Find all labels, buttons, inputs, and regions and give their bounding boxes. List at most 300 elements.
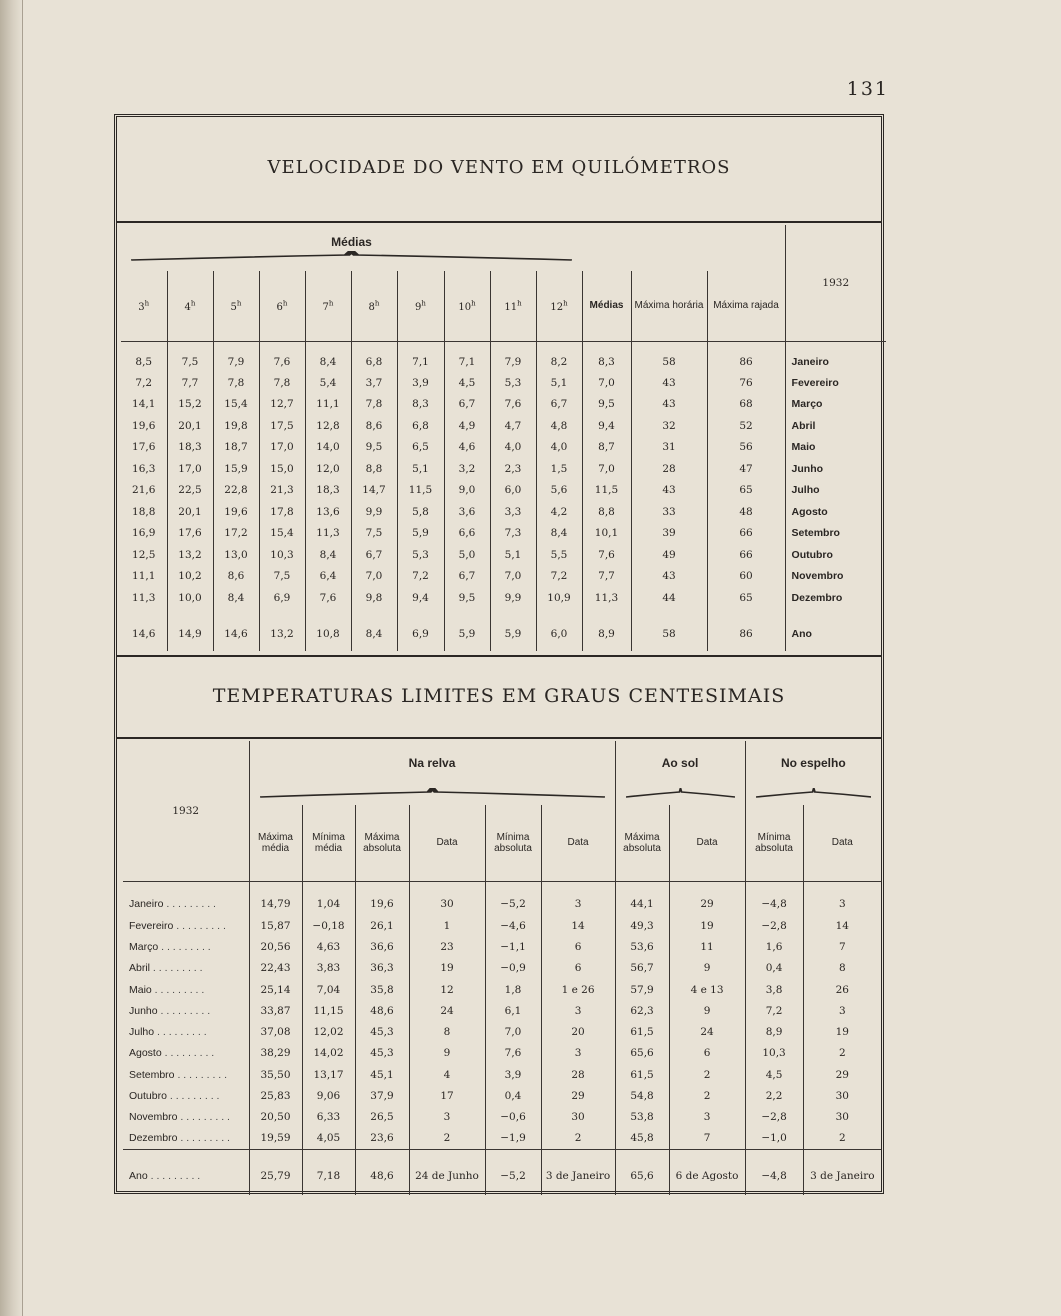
temp-value-cell: 4 [409,1064,485,1085]
wind-value-cell: 8,2 [536,341,582,372]
wind-value-cell: 7,8 [259,372,305,394]
wind-value-cell: 8,8 [351,458,397,480]
wind-value-cell: 6,8 [351,341,397,372]
table-row [121,609,886,651]
temp-value-cell: 6 [669,1043,745,1064]
wind-value-cell: 66 [707,544,785,566]
wind-value-cell: 9,5 [444,587,490,609]
table-row [123,1149,881,1195]
month-label: Janeiro . . . [123,881,249,915]
month-label: Ano [785,609,886,651]
wind-value-cell: 10,9 [536,587,582,609]
min-media-header: Mínima média [302,805,355,881]
wind-value-cell: 3,3 [490,501,536,523]
wind-value-cell: 13,2 [259,609,305,651]
month-label: Outubro [785,544,886,566]
wind-value-cell: 9,0 [444,480,490,502]
temp-value-cell: 7,2 [745,1000,803,1021]
wind-value-cell: 15,4 [213,394,259,416]
wind-value-cell: 10,2 [167,566,213,588]
wind-value-cell: 5,5 [536,544,582,566]
brace-line [626,788,735,798]
wind-value-cell: 5,1 [536,372,582,394]
temp-value-cell: 33,87 [249,1000,302,1021]
temp-value-cell: 14,79 [249,881,302,915]
table-row [123,1000,881,1021]
wind-value-cell: 8,4 [305,341,351,372]
temp-value-cell: 29 [803,1064,881,1085]
wind-value-cell: 8,4 [305,544,351,566]
wind-value-cell: 6,8 [397,415,444,437]
wind-value-cell: 8,7 [582,437,631,459]
wind-table-title: VELOCIDADE DO VENTO EM QUILÓMETROS [267,157,731,178]
wind-value-cell: 21,3 [259,480,305,502]
wind-value-cell: 65 [707,480,785,502]
month-label: Fevereiro [785,372,886,394]
wind-value-cell: 6,4 [305,566,351,588]
wind-value-cell: 13,2 [167,544,213,566]
table-row [123,1107,881,1128]
wind-value-cell: 8,4 [351,609,397,651]
wind-value-cell: 8,4 [536,523,582,545]
temp-value-cell: 2,2 [745,1085,803,1106]
temp-value-cell: 4 e 13 [669,979,745,1000]
wind-value-cell: 8,5 [135,355,153,368]
temp-value-cell: 17 [409,1085,485,1106]
table-row [121,523,886,545]
wind-value-cell: 10,3 [259,544,305,566]
wind-value-cell: 5,3 [397,544,444,566]
temp-value-cell: 56,7 [615,958,669,979]
hour-header: 3$^h$ [138,299,150,313]
table-row [121,544,886,566]
wind-value-cell: 18,7 [213,437,259,459]
wind-year-header: 1932 [785,225,886,341]
temp-value-cell: 1 e 26 [541,979,615,1000]
wind-value-cell: 11,3 [305,523,351,545]
temp-value-cell: 49,3 [615,915,669,936]
temp-value-cell: 20,50 [249,1107,302,1128]
temp-value-cell: 8 [409,1021,485,1042]
wind-value-cell: 15,4 [259,523,305,545]
wind-value-cell: 43 [631,566,707,588]
temp-value-cell: 9,06 [302,1085,355,1106]
temp-value-cell: 10,3 [745,1043,803,1064]
temp-value-cell: 48,6 [355,1149,409,1195]
temp-year-header: 1932 [172,804,200,817]
temp-value-cell: 37,9 [355,1085,409,1106]
wind-value-cell: 5,9 [490,609,536,651]
temp-value-cell: 6 [541,936,615,957]
wind-value-cell: 7,0 [490,566,536,588]
wind-value-cell: 21,6 [132,484,156,497]
temp-value-cell: 54,8 [615,1085,669,1106]
temp-value-cell: −5,2 [485,881,541,915]
temp-value-cell: 11 [669,936,745,957]
temp-value-cell: −0,9 [485,958,541,979]
hour-header: 12$^h$ [536,271,582,341]
wind-value-cell: 31 [631,437,707,459]
table-row [123,1085,881,1106]
temp-value-cell: 45,8 [615,1128,669,1149]
sol-group-header [615,741,745,805]
wind-value-cell: 6,7 [536,394,582,416]
wind-value-cell: 7,5 [167,341,213,372]
temp-value-cell: 7,18 [302,1149,355,1195]
temp-value-cell: 2 [541,1128,615,1149]
max-absoluta-header: Máxima absoluta [355,805,409,881]
hour-header: 5$^h$ [213,271,259,341]
temp-value-cell: 4,63 [302,936,355,957]
temp-value-cell: 3 [669,1107,745,1128]
wind-value-cell: 5,0 [444,544,490,566]
temp-value-cell: 7,0 [485,1021,541,1042]
temp-value-cell: 12 [409,979,485,1000]
wind-value-cell: 11,5 [582,480,631,502]
temp-value-cell: 14 [803,915,881,936]
temp-value-cell: 3 [803,1000,881,1021]
wind-value-cell: 3,6 [444,501,490,523]
wind-value-cell: 22,5 [167,480,213,502]
wind-value-cell: 12,7 [259,394,305,416]
temp-value-cell: 8,9 [745,1021,803,1042]
page-binding-edge [0,0,23,1316]
hour-header: 8$^h$ [351,271,397,341]
wind-value-cell: 4,9 [444,415,490,437]
temp-value-cell: 2 [409,1128,485,1149]
wind-value-cell: 33 [631,501,707,523]
wind-value-cell: 17,5 [259,415,305,437]
month-label: Janeiro [785,341,886,372]
wind-value-cell: 11,3 [582,587,631,609]
data-header: Data [409,805,485,881]
divider-line [117,737,881,739]
wind-value-cell: 7,8 [351,394,397,416]
wind-value-cell: 5,8 [397,501,444,523]
temp-value-cell: −1,1 [485,936,541,957]
espelho-min-absoluta-header: Mínima absoluta [745,805,803,881]
month-label: Agosto [785,501,886,523]
wind-value-cell: 1,5 [536,458,582,480]
temp-value-cell: 6 [541,958,615,979]
temp-value-cell: 37,08 [249,1021,302,1042]
wind-value-cell: 18,3 [167,437,213,459]
temp-value-cell: 30 [803,1085,881,1106]
wind-value-cell: 7,6 [259,341,305,372]
temp-value-cell: 48,6 [355,1000,409,1021]
wind-value-cell: 9,8 [351,587,397,609]
wind-value-cell: 8,6 [351,415,397,437]
temp-value-cell: 61,5 [615,1021,669,1042]
wind-value-cell: 16,3 [132,462,156,475]
sol-max-absoluta-header: Máxima absoluta [615,805,669,881]
wind-value-cell: 4,8 [536,415,582,437]
temp-value-cell: 24 [409,1000,485,1021]
wind-value-cell: 20,1 [167,415,213,437]
wind-value-cell: 60 [707,566,785,588]
wind-value-cell: 13,0 [213,544,259,566]
temp-value-cell: 30 [541,1107,615,1128]
temp-value-cell: 19,59 [249,1128,302,1149]
wind-value-cell: 5,1 [490,544,536,566]
temp-value-cell: 57,9 [615,979,669,1000]
temperature-table [123,741,881,1195]
temp-value-cell: 24 [669,1021,745,1042]
temp-value-cell: 9 [669,1000,745,1021]
wind-value-cell: 10,1 [582,523,631,545]
wind-value-cell: 11,1 [132,570,156,583]
wind-value-cell: 7,9 [213,341,259,372]
wind-value-cell: 7,7 [167,372,213,394]
espelho-data-header: Data [803,805,881,881]
month-label: Ano . . . [123,1149,249,1195]
month-label: Julho [785,480,886,502]
wind-value-cell: 58 [631,609,707,651]
temp-value-cell: 30 [409,881,485,915]
temp-value-cell: 22,43 [249,958,302,979]
table-row [121,587,886,609]
hour-header: 6$^h$ [259,271,305,341]
wind-value-cell: 58 [631,341,707,372]
temp-value-cell: 4,5 [745,1064,803,1085]
month-label: Dezembro [785,587,886,609]
table-row [121,372,886,394]
wind-value-cell: 5,9 [444,609,490,651]
wind-value-cell: 9,5 [351,437,397,459]
temp-value-cell: 26,5 [355,1107,409,1128]
temp-value-cell: −1,9 [485,1128,541,1149]
wind-value-cell: 86 [707,341,785,372]
wind-value-cell: 9,4 [397,587,444,609]
month-label: Junho [785,458,886,480]
brace-line [260,788,605,798]
wind-value-cell: 20,1 [167,501,213,523]
hour-header: 7$^h$ [305,271,351,341]
medias-group-label: Médias [331,235,372,249]
temp-value-cell: 0,4 [745,958,803,979]
wind-value-cell: 6,5 [397,437,444,459]
wind-value-cell: 5,6 [536,480,582,502]
temp-value-cell: 12,02 [302,1021,355,1042]
wind-value-cell: 6,7 [351,544,397,566]
temp-value-cell: −1,0 [745,1128,803,1149]
temp-value-cell: 3 [541,881,615,915]
wind-value-cell: 86 [707,609,785,651]
temp-value-cell: −2,8 [745,1107,803,1128]
wind-value-cell: 8,9 [582,609,631,651]
wind-value-cell: 49 [631,544,707,566]
wind-value-cell: 17,6 [167,523,213,545]
wind-value-cell: 5,1 [397,458,444,480]
wind-value-cell: 11,5 [397,480,444,502]
brace-line [756,788,872,798]
temp-value-cell: 38,29 [249,1043,302,1064]
wind-value-cell: 8,6 [213,566,259,588]
temp-value-cell: 1,04 [302,881,355,915]
wind-value-cell: 56 [707,437,785,459]
wind-value-cell: 17,0 [167,458,213,480]
max-horaria-header: Máxima horária [631,271,707,341]
wind-value-cell: 7,2 [397,566,444,588]
wind-value-cell: 7,1 [397,341,444,372]
temp-value-cell: 3 [409,1107,485,1128]
temp-value-cell: 45,3 [355,1043,409,1064]
wind-value-cell: 7,0 [582,372,631,394]
temp-value-cell: 9 [409,1043,485,1064]
temp-value-cell: 35,50 [249,1064,302,1085]
wind-value-cell: 4,2 [536,501,582,523]
wind-value-cell: 7,1 [444,341,490,372]
temp-value-cell: 3,83 [302,958,355,979]
temp-value-cell: 2 [669,1085,745,1106]
temp-value-cell: 44,1 [615,881,669,915]
temp-value-cell: 3 [803,881,881,915]
temp-value-cell: 45,1 [355,1064,409,1085]
divider-line [117,655,881,657]
temp-value-cell: 61,5 [615,1064,669,1085]
temp-value-cell: −0,18 [302,915,355,936]
wind-value-cell: 17,6 [132,441,156,454]
temp-value-cell: 8 [803,958,881,979]
temp-value-cell: 29 [669,881,745,915]
data-header: Data [541,805,615,881]
wind-value-cell: 16,9 [132,527,156,540]
table-row [121,501,886,523]
wind-value-cell: 8,3 [397,394,444,416]
wind-value-cell: 65 [707,587,785,609]
table-row [123,1128,881,1149]
hour-header: 10$^h$ [444,271,490,341]
temp-table-title: TEMPERATURAS LIMITES EM GRAUS CENTESIMAIS [212,685,786,707]
table-row [121,394,886,416]
wind-value-cell: 19,6 [213,501,259,523]
temp-value-cell: 1,8 [485,979,541,1000]
temp-value-cell: 29 [541,1085,615,1106]
temp-value-cell: 15,87 [249,915,302,936]
wind-value-cell: 47 [707,458,785,480]
temp-value-cell: 3 [541,1000,615,1021]
temp-value-cell: 19,6 [355,881,409,915]
temp-value-cell: 28 [541,1064,615,1085]
temp-value-cell: 23,6 [355,1128,409,1149]
relva-group-header [249,741,615,805]
wind-value-cell: 43 [631,372,707,394]
wind-value-cell: 10,0 [167,587,213,609]
month-label: Setembro . . . [123,1064,249,1085]
table-row [123,958,881,979]
month-label: Junho . . . [123,1000,249,1021]
wind-value-cell: 3,2 [444,458,490,480]
temp-value-cell: 30 [803,1107,881,1128]
wind-speed-table [121,225,886,651]
temp-value-cell: 20 [541,1021,615,1042]
wind-value-cell: 14,7 [351,480,397,502]
temp-value-cell: 20,56 [249,936,302,957]
tables-frame [114,114,884,1194]
temp-value-cell: −4,8 [745,1149,803,1195]
temp-value-cell: 7 [669,1128,745,1149]
month-label: Setembro [785,523,886,545]
temp-value-cell: 53,8 [615,1107,669,1128]
temp-value-cell: 26,1 [355,915,409,936]
wind-value-cell: 9,9 [490,587,536,609]
espelho-group-header [745,741,881,805]
divider-line [117,221,881,223]
temp-value-cell: 6 de Agosto [669,1149,745,1195]
wind-value-cell: 11,1 [305,394,351,416]
table-row [123,1021,881,1042]
page-number: 131 [846,78,889,100]
wind-value-cell: 5,3 [490,372,536,394]
min-absoluta-header: Mínima absoluta [485,805,541,881]
temp-value-cell: 11,15 [302,1000,355,1021]
table-row [121,415,886,437]
table-row [121,437,886,459]
wind-value-cell: 7,2 [536,566,582,588]
wind-value-cell: 14,9 [167,609,213,651]
wind-value-cell: 32 [631,415,707,437]
wind-value-cell: 2,3 [490,458,536,480]
wind-value-cell: 7,6 [490,394,536,416]
hour-header: 4$^h$ [167,271,213,341]
temp-value-cell: 14,02 [302,1043,355,1064]
wind-value-cell: 14,6 [132,627,156,640]
wind-value-cell: 4,0 [536,437,582,459]
temp-value-cell: 24 de Junho [409,1149,485,1195]
wind-value-cell: 4,7 [490,415,536,437]
wind-value-cell: 6,0 [490,480,536,502]
temp-value-cell: 3,8 [745,979,803,1000]
wind-value-cell: 28 [631,458,707,480]
wind-value-cell: 7,6 [305,587,351,609]
temp-value-cell: 36,6 [355,936,409,957]
wind-value-cell: 6,9 [397,609,444,651]
temp-value-cell: 65,6 [615,1043,669,1064]
wind-value-cell: 7,8 [213,372,259,394]
wind-value-cell: 7,0 [351,566,397,588]
month-label: Novembro . . . [123,1107,249,1128]
wind-value-cell: 8,4 [213,587,259,609]
month-label: Fevereiro . . . [123,915,249,936]
wind-value-cell: 4,5 [444,372,490,394]
medias-header: Médias [582,271,631,341]
month-label: Outubro . . . [123,1085,249,1106]
wind-value-cell: 5,4 [305,372,351,394]
wind-value-cell: 7,7 [582,566,631,588]
max-media-header: Máxima média [249,805,302,881]
wind-value-cell: 7,5 [351,523,397,545]
wind-group-header [121,225,582,271]
wind-value-cell: 76 [707,372,785,394]
wind-value-cell: 6,0 [536,609,582,651]
wind-value-cell: 7,2 [135,376,153,389]
month-label: Abril . . . [123,958,249,979]
temp-value-cell: 2 [803,1043,881,1064]
wind-value-cell: 44 [631,587,707,609]
wind-value-cell: 22,8 [213,480,259,502]
wind-value-cell: 7,3 [490,523,536,545]
table-row [123,1064,881,1085]
temp-value-cell: 19 [803,1021,881,1042]
wind-value-cell: 4,6 [444,437,490,459]
temp-value-cell: 62,3 [615,1000,669,1021]
wind-value-cell: 14,0 [305,437,351,459]
temp-value-cell: −4,8 [745,881,803,915]
wind-value-cell: 5,9 [397,523,444,545]
month-label: Maio . . . [123,979,249,1000]
table-row [123,915,881,936]
month-label: Dezembro . . . [123,1128,249,1149]
